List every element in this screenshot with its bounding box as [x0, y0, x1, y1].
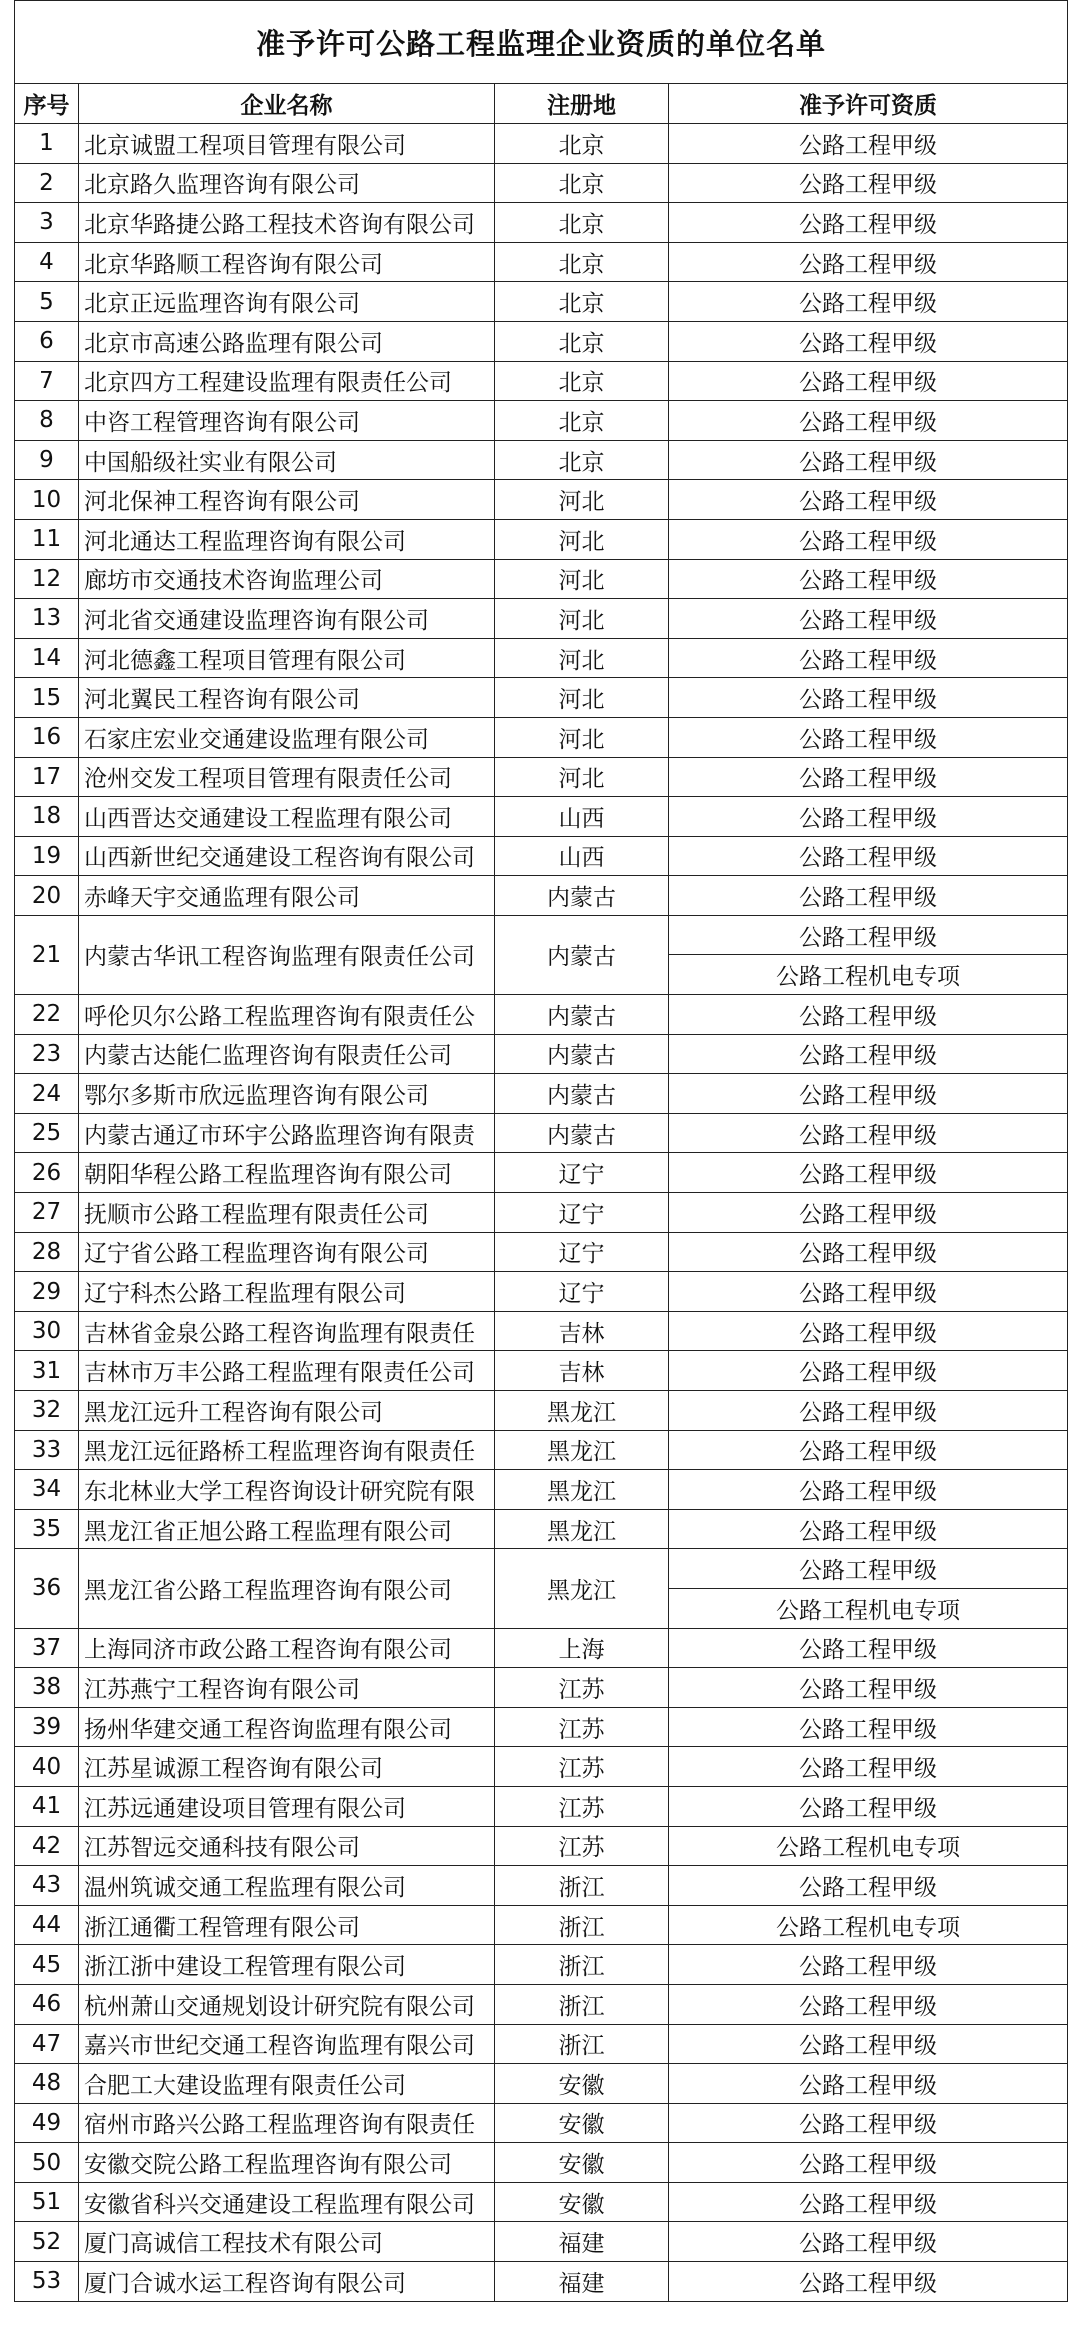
row-number: 6 [15, 321, 79, 361]
table-row [15, 757, 1068, 797]
registered-place: 江苏 [495, 1747, 669, 1787]
row-number: 11 [15, 519, 79, 559]
table-row [15, 1747, 1068, 1787]
registered-place: 安徽 [495, 2182, 669, 2222]
qualification: 公路工程甲级 [669, 1509, 1068, 1549]
registered-place: 北京 [495, 163, 669, 203]
row-number: 26 [15, 1153, 79, 1193]
qualification: 公路工程甲级 [669, 1628, 1068, 1668]
company-name: 黑龙江远征路桥工程监理咨询有限责任 [79, 1430, 495, 1470]
registered-place: 北京 [495, 282, 669, 322]
row-number: 1 [15, 124, 79, 164]
company-name: 内蒙古达能仁监理咨询有限责任公司 [79, 1034, 495, 1074]
registered-place: 河北 [495, 638, 669, 678]
row-number: 15 [15, 678, 79, 718]
company-name: 河北翼民工程咨询有限公司 [79, 678, 495, 718]
row-number: 24 [15, 1074, 79, 1114]
table-row [15, 876, 1068, 916]
table-row [15, 1430, 1068, 1470]
table-row [15, 599, 1068, 639]
company-name: 北京诚盟工程项目管理有限公司 [79, 124, 495, 164]
row-number: 34 [15, 1470, 79, 1510]
registered-place: 吉林 [495, 1351, 669, 1391]
table-row [15, 1391, 1068, 1431]
registered-place: 辽宁 [495, 1153, 669, 1193]
company-name: 山西新世纪交通建设工程咨询有限公司 [79, 836, 495, 876]
header-no: 序号 [15, 84, 79, 124]
qualification: 公路工程甲级 [669, 519, 1068, 559]
table-row [15, 2024, 1068, 2064]
table-row [15, 1549, 1068, 1589]
row-number: 39 [15, 1707, 79, 1747]
table-row [15, 1232, 1068, 1272]
registered-place: 河北 [495, 717, 669, 757]
company-name: 河北省交通建设监理咨询有限公司 [79, 599, 495, 639]
table-row [15, 1945, 1068, 1985]
table-row [15, 440, 1068, 480]
row-number: 20 [15, 876, 79, 916]
qualification: 公路工程甲级 [669, 1549, 1068, 1589]
row-number: 40 [15, 1747, 79, 1787]
qualification: 公路工程机电专项 [669, 955, 1068, 995]
row-number: 22 [15, 995, 79, 1035]
qualification: 公路工程机电专项 [669, 1826, 1068, 1866]
company-name: 中国船级社实业有限公司 [79, 440, 495, 480]
registered-place: 内蒙古 [495, 1113, 669, 1153]
company-name: 辽宁省公路工程监理咨询有限公司 [79, 1232, 495, 1272]
company-name: 合肥工大建设监理有限责任公司 [79, 2064, 495, 2104]
registered-place: 辽宁 [495, 1193, 669, 1233]
qualification: 公路工程甲级 [669, 440, 1068, 480]
row-number: 3 [15, 203, 79, 243]
qualification: 公路工程甲级 [669, 282, 1068, 322]
table-row [15, 1509, 1068, 1549]
table-row [15, 519, 1068, 559]
company-name: 河北通达工程监理咨询有限公司 [79, 519, 495, 559]
qualification: 公路工程甲级 [669, 1984, 1068, 2024]
table-row [15, 480, 1068, 520]
company-name: 江苏燕宁工程咨询有限公司 [79, 1668, 495, 1708]
qualification: 公路工程甲级 [669, 1351, 1068, 1391]
row-number: 47 [15, 2024, 79, 2064]
table-row [15, 2143, 1068, 2183]
row-number: 27 [15, 1193, 79, 1233]
row-number: 43 [15, 1866, 79, 1906]
registered-place: 黑龙江 [495, 1509, 669, 1549]
qualification: 公路工程机电专项 [669, 1588, 1068, 1628]
registered-place: 北京 [495, 242, 669, 282]
table-row [15, 1628, 1068, 1668]
row-number: 32 [15, 1391, 79, 1431]
company-name: 北京路久监理咨询有限公司 [79, 163, 495, 203]
qualification: 公路工程甲级 [669, 2064, 1068, 2104]
registered-place: 内蒙古 [495, 1074, 669, 1114]
row-number: 2 [15, 163, 79, 203]
table-body [15, 124, 1068, 2302]
qualification: 公路工程甲级 [669, 1786, 1068, 1826]
row-number: 16 [15, 717, 79, 757]
table-row [15, 717, 1068, 757]
qualification: 公路工程甲级 [669, 757, 1068, 797]
company-name: 朝阳华程公路工程监理咨询有限公司 [79, 1153, 495, 1193]
company-name: 中咨工程管理咨询有限公司 [79, 401, 495, 441]
table-row [15, 1272, 1068, 1312]
row-number: 8 [15, 401, 79, 441]
row-number: 30 [15, 1311, 79, 1351]
row-number: 45 [15, 1945, 79, 1985]
table-row [15, 203, 1068, 243]
qualification: 公路工程甲级 [669, 2262, 1068, 2302]
company-name: 浙江浙中建设工程管理有限公司 [79, 1945, 495, 1985]
company-name: 安徽省科兴交通建设工程监理有限公司 [79, 2182, 495, 2222]
registered-place: 山西 [495, 836, 669, 876]
table-row [15, 836, 1068, 876]
license-table [14, 0, 1068, 2302]
company-name: 杭州萧山交通规划设计研究院有限公司 [79, 1984, 495, 2024]
company-name: 北京四方工程建设监理有限责任公司 [79, 361, 495, 401]
row-number: 25 [15, 1113, 79, 1153]
registered-place: 浙江 [495, 1984, 669, 2024]
table-row [15, 915, 1068, 955]
company-name: 嘉兴市世纪交通工程咨询监理有限公司 [79, 2024, 495, 2064]
registered-place: 内蒙古 [495, 915, 669, 994]
qualification: 公路工程甲级 [669, 995, 1068, 1035]
company-name: 黑龙江省公路工程监理咨询有限公司 [79, 1549, 495, 1628]
qualification: 公路工程甲级 [669, 1034, 1068, 1074]
registered-place: 安徽 [495, 2103, 669, 2143]
qualification: 公路工程甲级 [669, 321, 1068, 361]
company-name: 北京市高速公路监理有限公司 [79, 321, 495, 361]
registered-place: 内蒙古 [495, 1034, 669, 1074]
table-row [15, 242, 1068, 282]
table-row [15, 282, 1068, 322]
row-number: 52 [15, 2222, 79, 2262]
row-number: 38 [15, 1668, 79, 1708]
row-number: 7 [15, 361, 79, 401]
row-number: 21 [15, 915, 79, 994]
registered-place: 北京 [495, 124, 669, 164]
table-row [15, 1470, 1068, 1510]
company-name: 赤峰天宇交通监理有限公司 [79, 876, 495, 916]
qualification: 公路工程甲级 [669, 638, 1068, 678]
table-row [15, 1074, 1068, 1114]
row-number: 29 [15, 1272, 79, 1312]
qualification: 公路工程甲级 [669, 717, 1068, 757]
registered-place: 北京 [495, 440, 669, 480]
row-number: 49 [15, 2103, 79, 2143]
company-name: 安徽交院公路工程监理咨询有限公司 [79, 2143, 495, 2183]
table-row [15, 361, 1068, 401]
company-name: 北京华路捷公路工程技术咨询有限公司 [79, 203, 495, 243]
company-name: 内蒙古通辽市环宇公路监理咨询有限责 [79, 1113, 495, 1153]
registered-place: 河北 [495, 480, 669, 520]
registered-place: 浙江 [495, 2024, 669, 2064]
registered-place: 辽宁 [495, 1272, 669, 1312]
document-sheet [14, 0, 1067, 2302]
registered-place: 辽宁 [495, 1232, 669, 1272]
company-name: 吉林市万丰公路工程监理有限责任公司 [79, 1351, 495, 1391]
qualification: 公路工程机电专项 [669, 1905, 1068, 1945]
table-row [15, 1113, 1068, 1153]
table-row [15, 1786, 1068, 1826]
row-number: 42 [15, 1826, 79, 1866]
qualification: 公路工程甲级 [669, 2103, 1068, 2143]
table-row [15, 2222, 1068, 2262]
registered-place: 北京 [495, 401, 669, 441]
qualification: 公路工程甲级 [669, 2143, 1068, 2183]
qualification: 公路工程甲级 [669, 1113, 1068, 1153]
company-name: 江苏星诚源工程咨询有限公司 [79, 1747, 495, 1787]
company-name: 黑龙江省正旭公路工程监理有限公司 [79, 1509, 495, 1549]
qualification: 公路工程甲级 [669, 1866, 1068, 1906]
company-name: 河北德鑫工程项目管理有限公司 [79, 638, 495, 678]
registered-place: 江苏 [495, 1786, 669, 1826]
row-number: 37 [15, 1628, 79, 1668]
table-row [15, 1311, 1068, 1351]
company-name: 宿州市路兴公路工程监理咨询有限责任 [79, 2103, 495, 2143]
qualification: 公路工程甲级 [669, 1311, 1068, 1351]
table-row [15, 1905, 1068, 1945]
row-number: 4 [15, 242, 79, 282]
company-name: 扬州华建交通工程咨询监理有限公司 [79, 1707, 495, 1747]
table-row [15, 163, 1068, 203]
row-number: 10 [15, 480, 79, 520]
registered-place: 安徽 [495, 2064, 669, 2104]
company-name: 石家庄宏业交通建设监理有限公司 [79, 717, 495, 757]
header-company-name: 企业名称 [79, 84, 495, 124]
qualification: 公路工程甲级 [669, 797, 1068, 837]
registered-place: 浙江 [495, 1905, 669, 1945]
company-name: 厦门合诚水运工程咨询有限公司 [79, 2262, 495, 2302]
row-number: 13 [15, 599, 79, 639]
registered-place: 浙江 [495, 1866, 669, 1906]
header-qualification: 准予许可资质 [669, 84, 1068, 124]
table-row [15, 797, 1068, 837]
row-number: 36 [15, 1549, 79, 1628]
company-name: 沧州交发工程项目管理有限责任公司 [79, 757, 495, 797]
qualification: 公路工程甲级 [669, 2024, 1068, 2064]
company-name: 抚顺市公路工程监理有限责任公司 [79, 1193, 495, 1233]
qualification: 公路工程甲级 [669, 1272, 1068, 1312]
table-row [15, 1866, 1068, 1906]
qualification: 公路工程甲级 [669, 1430, 1068, 1470]
registered-place: 浙江 [495, 1945, 669, 1985]
company-name: 北京正远监理咨询有限公司 [79, 282, 495, 322]
table-row [15, 2064, 1068, 2104]
table-row [15, 401, 1068, 441]
company-name: 辽宁科杰公路工程监理有限公司 [79, 1272, 495, 1312]
qualification: 公路工程甲级 [669, 1153, 1068, 1193]
registered-place: 黑龙江 [495, 1470, 669, 1510]
row-number: 33 [15, 1430, 79, 1470]
table-row [15, 995, 1068, 1035]
row-number: 23 [15, 1034, 79, 1074]
table-row [15, 1984, 1068, 2024]
registered-place: 河北 [495, 757, 669, 797]
company-name: 浙江通衢工程管理有限公司 [79, 1905, 495, 1945]
registered-place: 黑龙江 [495, 1549, 669, 1628]
qualification: 公路工程甲级 [669, 1193, 1068, 1233]
company-name: 呼伦贝尔公路工程监理咨询有限责任公 [79, 995, 495, 1035]
registered-place: 安徽 [495, 2143, 669, 2183]
qualification: 公路工程甲级 [669, 203, 1068, 243]
table-row [15, 1153, 1068, 1193]
qualification: 公路工程甲级 [669, 361, 1068, 401]
table-title: 准予许可公路工程监理企业资质的单位名单 [15, 1, 1068, 84]
qualification: 公路工程甲级 [669, 2222, 1068, 2262]
table-row [15, 1826, 1068, 1866]
qualification: 公路工程甲级 [669, 242, 1068, 282]
registered-place: 黑龙江 [495, 1430, 669, 1470]
registered-place: 北京 [495, 203, 669, 243]
row-number: 35 [15, 1509, 79, 1549]
qualification: 公路工程甲级 [669, 836, 1068, 876]
company-name: 山西晋达交通建设工程监理有限公司 [79, 797, 495, 837]
registered-place: 江苏 [495, 1707, 669, 1747]
qualification: 公路工程甲级 [669, 1747, 1068, 1787]
header-registered-place: 注册地 [495, 84, 669, 124]
registered-place: 江苏 [495, 1826, 669, 1866]
table-row [15, 2182, 1068, 2222]
registered-place: 河北 [495, 519, 669, 559]
registered-place: 上海 [495, 1628, 669, 1668]
company-name: 江苏智远交通科技有限公司 [79, 1826, 495, 1866]
registered-place: 山西 [495, 797, 669, 837]
row-number: 9 [15, 440, 79, 480]
qualification: 公路工程甲级 [669, 559, 1068, 599]
qualification: 公路工程甲级 [669, 401, 1068, 441]
registered-place: 北京 [495, 361, 669, 401]
table-row [15, 1351, 1068, 1391]
registered-place: 河北 [495, 599, 669, 639]
header-row [15, 84, 1068, 124]
row-number: 18 [15, 797, 79, 837]
qualification: 公路工程甲级 [669, 876, 1068, 916]
table-row [15, 638, 1068, 678]
registered-place: 河北 [495, 678, 669, 718]
registered-place: 江苏 [495, 1668, 669, 1708]
qualification: 公路工程甲级 [669, 480, 1068, 520]
table-row [15, 2262, 1068, 2302]
qualification: 公路工程甲级 [669, 163, 1068, 203]
registered-place: 河北 [495, 559, 669, 599]
row-number: 14 [15, 638, 79, 678]
row-number: 17 [15, 757, 79, 797]
company-name: 吉林省金泉公路工程咨询监理有限责任 [79, 1311, 495, 1351]
row-number: 31 [15, 1351, 79, 1391]
registered-place: 北京 [495, 321, 669, 361]
row-number: 19 [15, 836, 79, 876]
company-name: 厦门高诚信工程技术有限公司 [79, 2222, 495, 2262]
row-number: 50 [15, 2143, 79, 2183]
table-row [15, 1668, 1068, 1708]
qualification: 公路工程甲级 [669, 124, 1068, 164]
row-number: 28 [15, 1232, 79, 1272]
company-name: 河北保神工程咨询有限公司 [79, 480, 495, 520]
qualification: 公路工程甲级 [669, 1391, 1068, 1431]
table-row [15, 1193, 1068, 1233]
qualification: 公路工程甲级 [669, 1074, 1068, 1114]
registered-place: 吉林 [495, 1311, 669, 1351]
company-name: 上海同济市政公路工程咨询有限公司 [79, 1628, 495, 1668]
registered-place: 内蒙古 [495, 995, 669, 1035]
table-row [15, 1034, 1068, 1074]
company-name: 内蒙古华讯工程咨询监理有限责任公司 [79, 915, 495, 994]
qualification: 公路工程甲级 [669, 1668, 1068, 1708]
company-name: 东北林业大学工程咨询设计研究院有限 [79, 1470, 495, 1510]
registered-place: 黑龙江 [495, 1391, 669, 1431]
qualification: 公路工程甲级 [669, 599, 1068, 639]
registered-place: 内蒙古 [495, 876, 669, 916]
qualification: 公路工程甲级 [669, 1232, 1068, 1272]
qualification: 公路工程甲级 [669, 678, 1068, 718]
row-number: 44 [15, 1905, 79, 1945]
row-number: 53 [15, 2262, 79, 2302]
table-row [15, 559, 1068, 599]
table-row [15, 678, 1068, 718]
registered-place: 福建 [495, 2222, 669, 2262]
registered-place: 福建 [495, 2262, 669, 2302]
company-name: 北京华路顺工程咨询有限公司 [79, 242, 495, 282]
qualification: 公路工程甲级 [669, 915, 1068, 955]
qualification: 公路工程甲级 [669, 1707, 1068, 1747]
row-number: 12 [15, 559, 79, 599]
company-name: 温州筑诚交通工程监理有限公司 [79, 1866, 495, 1906]
company-name: 廊坊市交通技术咨询监理公司 [79, 559, 495, 599]
row-number: 5 [15, 282, 79, 322]
table-row [15, 124, 1068, 164]
company-name: 鄂尔多斯市欣远监理咨询有限公司 [79, 1074, 495, 1114]
qualification: 公路工程甲级 [669, 1945, 1068, 1985]
row-number: 46 [15, 1984, 79, 2024]
row-number: 48 [15, 2064, 79, 2104]
company-name: 黑龙江远升工程咨询有限公司 [79, 1391, 495, 1431]
table-row [15, 2103, 1068, 2143]
table-row [15, 321, 1068, 361]
table-row [15, 1707, 1068, 1747]
qualification: 公路工程甲级 [669, 2182, 1068, 2222]
row-number: 51 [15, 2182, 79, 2222]
qualification: 公路工程甲级 [669, 1470, 1068, 1510]
row-number: 41 [15, 1786, 79, 1826]
company-name: 江苏远通建设项目管理有限公司 [79, 1786, 495, 1826]
